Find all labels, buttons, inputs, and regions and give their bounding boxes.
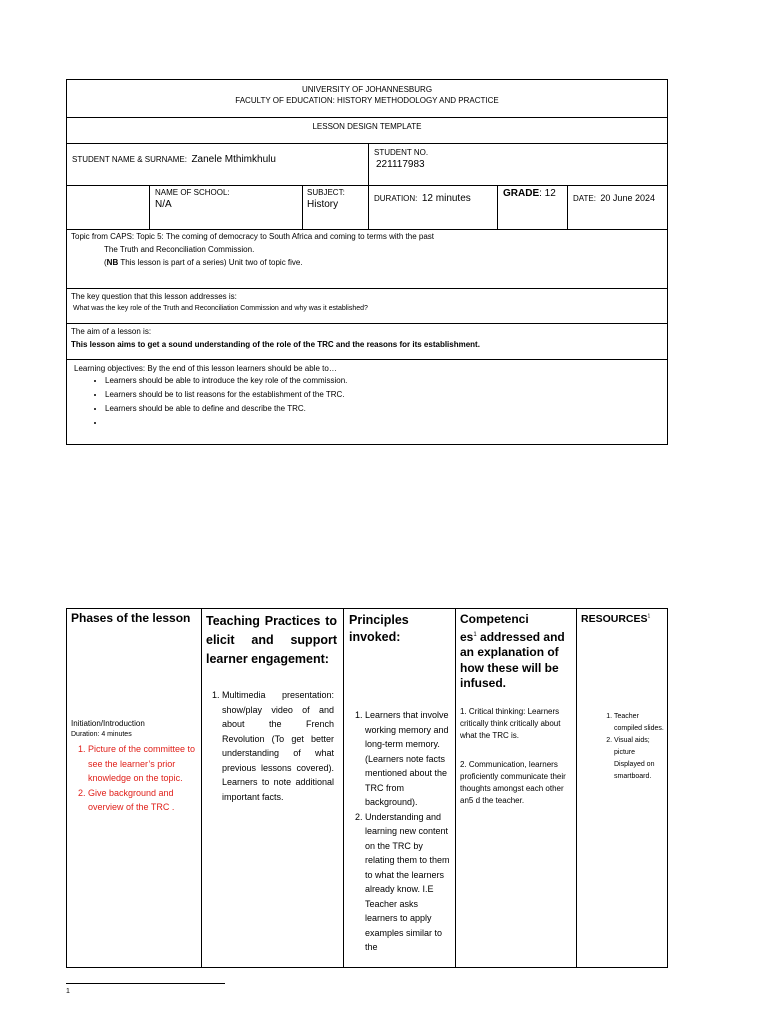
date-value: 20 June 2024 [600,193,655,203]
date-cell [567,185,668,230]
objectives-list [69,374,347,430]
footnote-number: 1 [66,988,70,995]
resource-item: 2. Visual aids; picture Displayed on smartboard. [614,735,666,783]
objective-item: • Learners should be able to introduce the key role of the commission. [105,374,347,388]
school-value: N/A [155,199,172,210]
objective-item: • Learners should be to list reasons for the establishment of the TRC. [105,388,347,402]
key-question-text: What was the key role of the Truth and Reconciliation Commission and why was it established? [73,305,368,312]
objectives-label: Learning objectives: By the end of this lesson learners should be able to… [74,364,337,373]
grade-value: : 12 [539,188,556,199]
footnote-rule [66,983,225,984]
phases-header: Phases of the lesson [71,611,191,625]
student-number-cell [368,143,668,186]
template-title: LESSON DESIGN TEMPLATE [312,122,422,131]
resources-header: RESOURCES [581,613,648,625]
duration-value: 12 minutes [421,193,471,204]
faculty-name: FACULTY OF EDUCATION: HISTORY METHODOLOGY AND PRACTICE [235,96,499,105]
university-name: UNIVERSITY OF JOHANNESBURG [301,85,433,94]
principles-items [346,708,452,955]
competency-item: 2. Communication, learners proficiently communicate their thoughts amongst each other an5 d the teacher. [460,760,566,805]
phase-title: Initiation/Introduction [71,719,145,728]
header-row [66,79,668,118]
principle-item: 1. Learners that involve working memory and long-term memory. (Learners note facts mentioned about the TRC from background). [365,708,452,810]
duration-label: DURATION: [374,194,418,203]
topic-label: Topic from CAPS: Topic 5: The coming of democracy to South Africa and coming to terms with the past [71,232,434,241]
topic-line2: (NB This lesson is part of a series) Unit two of topic five. [104,258,303,267]
duration-cell [368,185,498,230]
competencies-header [460,612,575,692]
topic-line1: The Truth and Reconciliation Commission. [104,245,255,254]
phase-item: 2. Give background and overview of the TRC . [88,786,200,815]
school-cell [149,185,303,230]
competencies-header-c: addressed and an explanation of how these will be infused. [460,629,565,690]
teaching-header: Teaching Practices to elicit and support learner engagement: [206,614,337,666]
details-blank-cell [66,185,150,230]
topic-line2-text: This lesson is part of a series) Unit two of topic five. [118,258,303,267]
student-name-label: STUDENT NAME & SURNAME: [72,155,187,164]
subject-cell [302,185,369,230]
aim-cell [66,323,668,360]
aim-text: This lesson aims to get a sound understanding of the role of the TRC and the reasons for its establishment. [71,340,480,349]
school-label: NAME OF SCHOOL: [155,188,230,197]
date-label: DATE: [573,194,596,203]
student-number-label: STUDENT NO. [374,148,429,157]
topic-nb: NB [106,258,119,267]
topic-cell [66,229,668,289]
objectives-cell [66,359,668,445]
student-name-cell [66,143,369,186]
resources-items [588,711,666,783]
competencies-header-b: es [460,629,474,644]
template-title-row [66,117,668,144]
key-question-cell [66,288,668,324]
student-name-value: Zanele Mthimkhulu [191,154,276,165]
phase-item: 1. Picture of the committee to see the learner’s prior knowledge on the topic. [88,742,200,786]
key-question-label: The key question that this lesson addresses is: [71,292,237,301]
subject-value: History [307,199,339,210]
competencies-header-a: Competenci [460,612,529,626]
resource-item: 1. Teacher compiled slides. [614,711,666,735]
aim-label: The aim of a lesson is: [71,327,152,336]
subject-label: SUBJECT: [307,188,345,197]
phase-duration: Duration: 4 minutes [71,731,132,738]
grade-label: GRADE [503,188,540,199]
student-number-value: 221117983 [376,159,425,170]
competencies-footnote-ref: 1 [473,631,477,638]
competency-item: 1. Critical thinking: Learners critically think critically about what the TRC is. [460,707,561,740]
principles-header: Principles invoked: [349,613,409,644]
teaching-item: 1. Multimedia presentation: show/play video of and about the French Revolution (To get better understanding of what previous lessons covered). Learners to note additional important facts. [222,688,334,804]
objective-item [105,416,347,430]
teaching-items [202,688,334,804]
principle-item: 2. Understanding and learning new content on the TRC by relating them to them to what the learners already know. I.E Teacher asks learners to apply examples similar to the [365,810,452,955]
grade-cell [497,185,568,230]
phase-items [68,742,200,815]
objective-item: • Learners should be able to define and describe the TRC. [105,402,347,416]
resources-footnote-ref: 1 [647,613,651,620]
